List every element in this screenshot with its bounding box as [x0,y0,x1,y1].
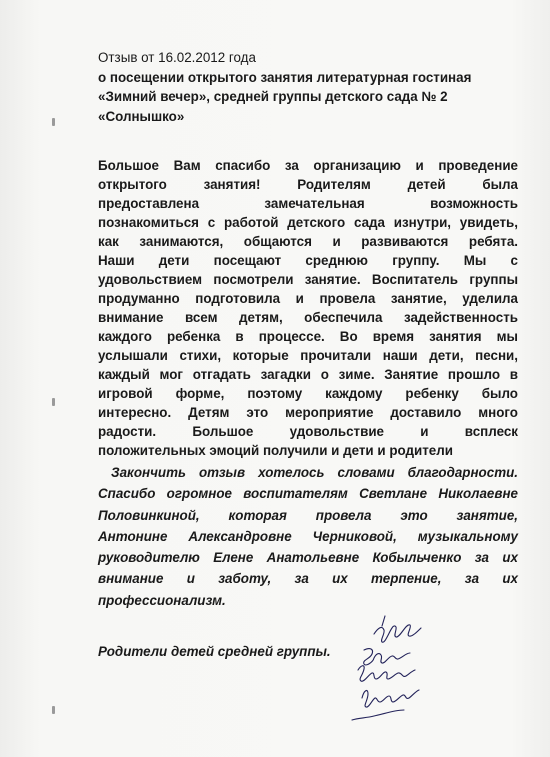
signoff-text: Родители детей средней группы. [98,644,331,659]
header-line: о посещении открытого занятия литературная гостиная [98,69,472,85]
header-line: «Зимний вечер», средней группы детского сада № 2 [98,89,448,104]
thanks-line: профессионализм. [98,592,226,608]
body-line: открытого занятия! Родителям детей была [98,177,518,192]
thanks-line: Закончить отзыв хотелось словами благодарности. [98,465,518,480]
handwritten-signatures-icon [344,612,434,727]
body-line: как занимаются, общаются и развиваются ребята. [98,234,518,249]
thanks-paragraph [98,462,518,611]
body-line: Наши дети посещают среднюю группу. Мы с [98,253,518,268]
thanks-line: руководителю Елене Анатольевне Кобыльченко за их [98,550,518,566]
body-line: каждого ребенка в процессе. Во время занятия мы [98,329,518,344]
body-line: услышали стихи, которые прочитали наши дети, песни, [98,348,518,363]
body-line: интересно. Детям это мероприятие доставило много [98,405,518,420]
body-line: радости. Большое удовольствие и всплеск [98,424,518,439]
body-line: предоставлена замечательная возможность [98,196,518,211]
binder-mark [52,118,55,126]
header-line: «Солнышко» [98,108,185,124]
thanks-line: Половинкиной, которая провела это занятие, [98,507,518,523]
body-line: удовольствием посмотрели занятие. Воспитатель группы [98,272,518,287]
thanks-line: внимание и заботу, за их терпение, за их [98,571,518,587]
body-line: познакомиться с работой детского сада изнутри, увидеть, [98,215,518,230]
binder-mark [52,398,55,406]
body-line: игровой форме, поэтому каждому ребенку было [98,386,518,401]
body-line: каждый мог отгадать загадки о зиме. Занятие прошло в [98,367,518,382]
body-line: положительных эмоций получили и дети и родители [98,443,453,458]
review-date-title: Отзыв от 16.02.2012 года [98,50,256,65]
review-body [98,156,518,460]
body-line: продуманно подготовила и провела занятие, уделила [98,291,518,306]
thanks-line: Спасибо огромное воспитателям Светлане Николаевне [98,486,518,502]
document-header [98,48,528,126]
body-line: Большое Вам спасибо за организацию и проведение [98,158,518,173]
body-line: внимание всем детям, обеспечила задейственность [98,310,518,325]
thanks-line: Антонине Александровне Черниковой, музыкальному [98,528,518,544]
binder-mark [52,706,55,714]
